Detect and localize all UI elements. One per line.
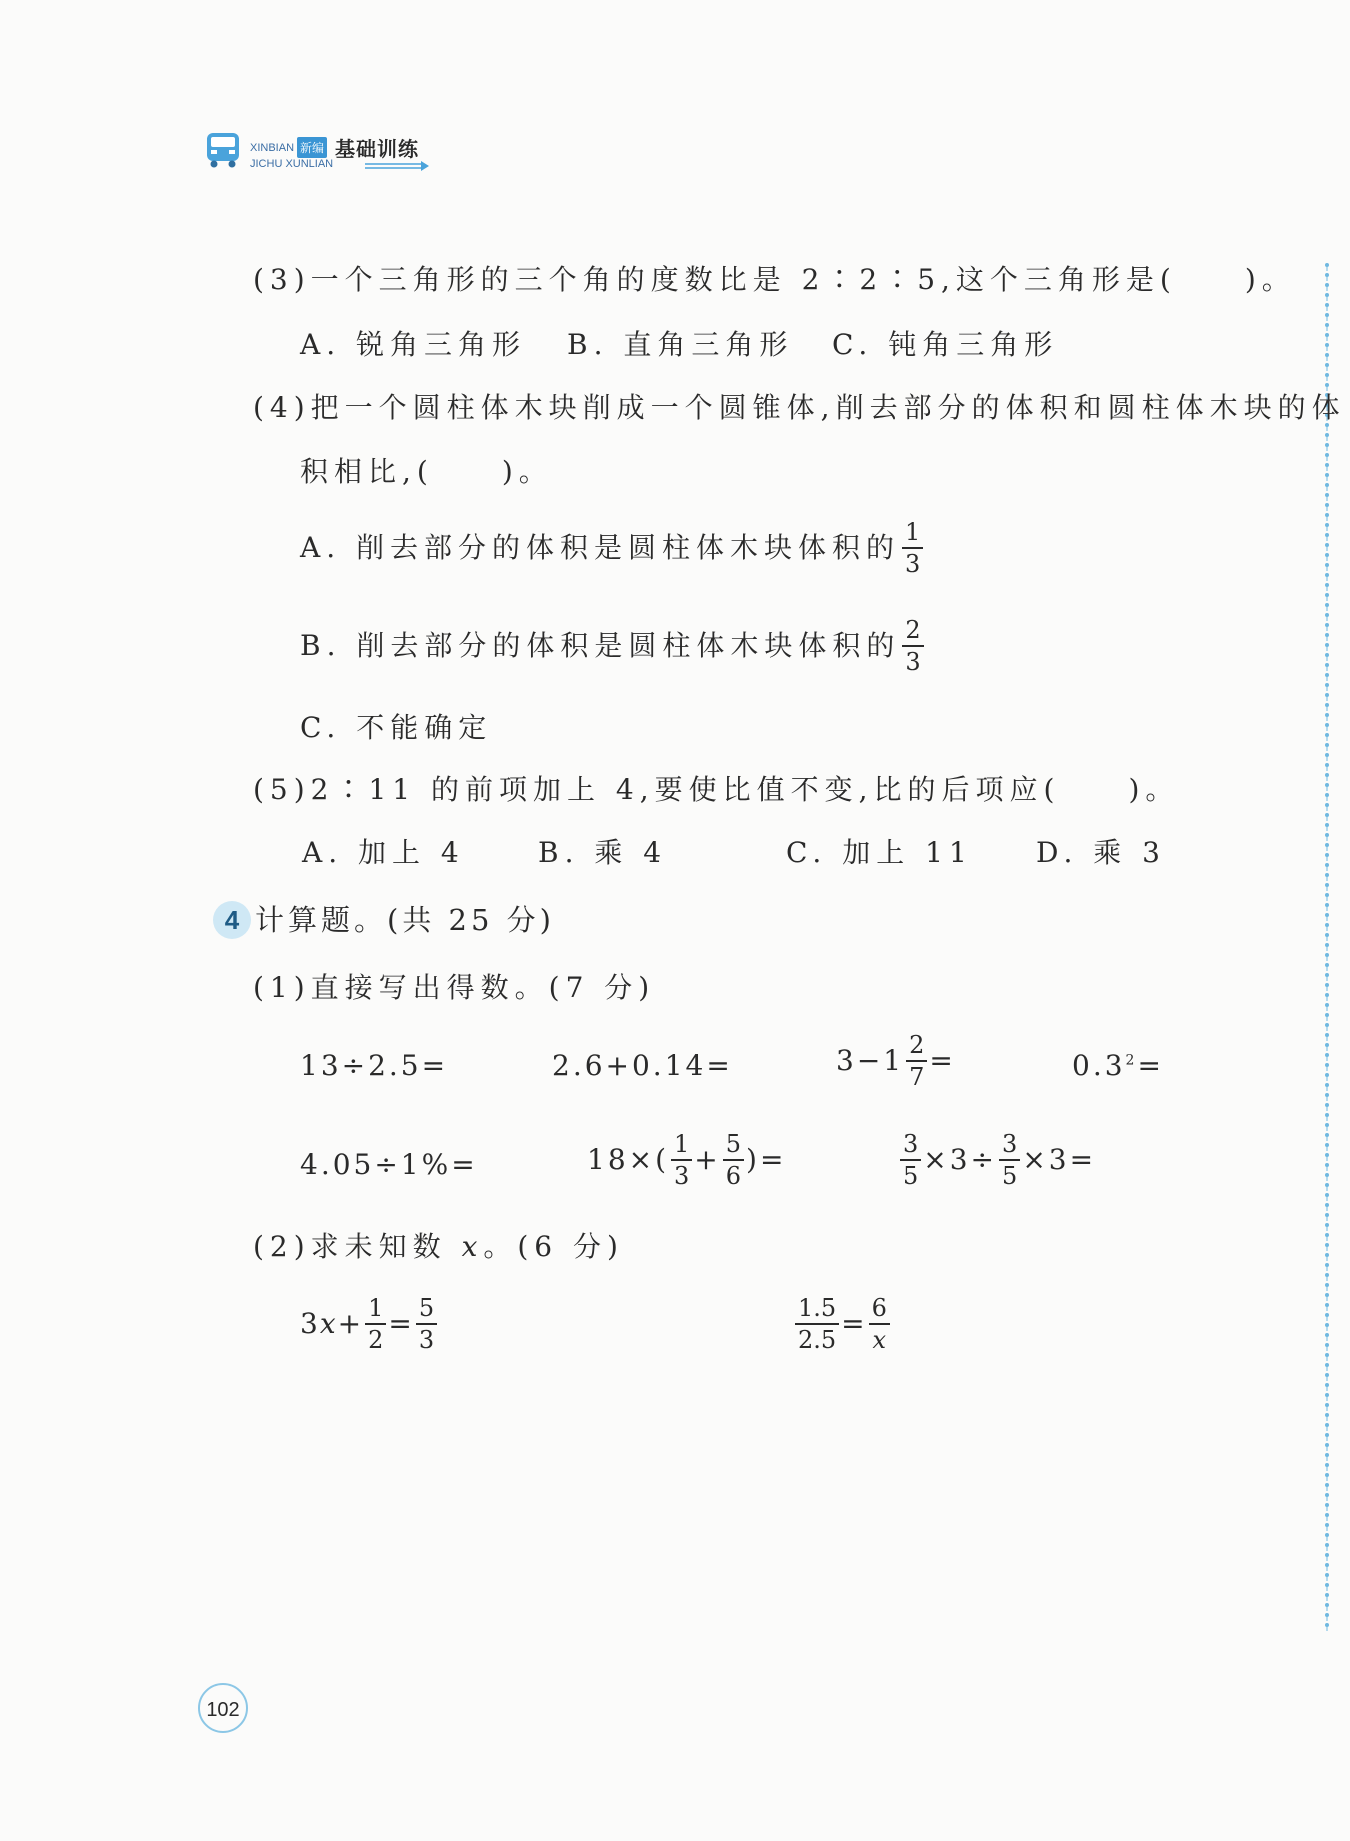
fraction-denominator: x [872, 1326, 887, 1354]
header-pinyin-top: XINBIAN [250, 142, 295, 154]
eq2-equals: = [841, 1307, 867, 1340]
expr-3-pre: 3−1 [836, 1044, 905, 1077]
fraction-two-sevenths [906, 1033, 927, 1089]
q3-stem: (3)一个三角形的三个角的度数比是 2∶2∶5,这个三角形是( )。 [253, 263, 1296, 296]
fraction-five-sixths [723, 1132, 744, 1188]
header-pinyin-bottom: JICHU XUNLIAN [250, 158, 334, 170]
q4-option-a [300, 520, 925, 576]
equation-1 [300, 1296, 439, 1352]
fraction-five-thirds [416, 1296, 437, 1352]
page-number: 102 [198, 1683, 248, 1733]
section-title: 计算题。(共 25 分) [255, 903, 555, 937]
q3-option-b: B. 直角三角形 [567, 328, 794, 361]
part2-title-post: 。(6 分) [483, 1230, 624, 1263]
expr-4-exponent: 2 [1125, 1052, 1138, 1069]
fraction-two-thirds [902, 618, 923, 674]
fraction-numerator: 6 [869, 1296, 890, 1325]
side-dotted-border [1320, 262, 1334, 1632]
fraction-denominator: 3 [674, 1162, 690, 1190]
fraction-numerator: 3 [999, 1132, 1020, 1161]
expr-3 [836, 1033, 956, 1089]
bus-icon [205, 131, 241, 169]
expr-6-post: )= [746, 1143, 787, 1176]
expr-5: 4.05÷1%= [300, 1148, 478, 1181]
section-number-badge: 4 [213, 901, 251, 939]
part2-title [253, 1230, 624, 1263]
part1-title: (1)直接写出得数。(7 分) [253, 971, 656, 1004]
q5-option-b: B. 乘 4 [538, 836, 668, 869]
fraction-ratio-left [795, 1296, 839, 1352]
expr-1: 13÷2.5= [300, 1049, 449, 1082]
eq1-var: x [319, 1307, 338, 1340]
fraction-numerator: 1.5 [795, 1296, 839, 1325]
header-badge: 新编 [297, 137, 327, 158]
expr-7-mid: ×3÷ [923, 1143, 998, 1176]
expr-6-pre: 18×( [587, 1143, 670, 1176]
fraction-numerator: 1 [671, 1132, 692, 1161]
fraction-numerator: 1 [902, 520, 923, 549]
q3-option-c: C. 钝角三角形 [832, 328, 1059, 361]
part2-title-pre: (2)求未知数 [253, 1230, 462, 1263]
expr-2: 2.6+0.14= [552, 1049, 733, 1082]
part2-title-var: x [461, 1230, 484, 1263]
fraction-denominator: 5 [1002, 1162, 1018, 1190]
fraction-numerator: 5 [723, 1132, 744, 1161]
q5-stem: (5)2∶11 的前项加上 4,要使比值不变,比的后项应( )。 [253, 773, 1180, 806]
header-logo [205, 128, 445, 178]
expr-7 [898, 1132, 1096, 1188]
q4-option-b-text: B. 削去部分的体积是圆柱体木块体积的 [300, 629, 901, 662]
fraction-one-third [902, 520, 923, 576]
fraction-numerator: 2 [906, 1033, 927, 1062]
fraction-one-half [365, 1296, 386, 1352]
q4-option-b [300, 618, 926, 674]
fraction-numerator: 1 [365, 1296, 386, 1325]
fraction-one-third [671, 1132, 692, 1188]
expr-6-plus: + [694, 1143, 721, 1176]
expr-4 [1072, 1049, 1164, 1082]
expr-6 [587, 1132, 786, 1188]
fraction-denominator: 5 [903, 1162, 919, 1190]
fraction-three-fifths [999, 1132, 1020, 1188]
fraction-denominator: 7 [909, 1063, 925, 1091]
fraction-denominator: 3 [905, 550, 921, 578]
header-arrow-icon [365, 161, 429, 171]
eq1-plus: + [337, 1307, 364, 1340]
q4-stem-line1: (4)把一个圆柱体木块削成一个圆锥体,削去部分的体积和圆柱体木块的体 [253, 391, 1346, 424]
fraction-three-fifths [900, 1132, 921, 1188]
expr-7-post: ×3= [1022, 1143, 1097, 1176]
eq1-pre: 3 [300, 1307, 320, 1340]
fraction-denominator: 2.5 [798, 1326, 837, 1354]
q4-stem-line2: 积相比,( )。 [300, 455, 553, 488]
equation-2 [793, 1296, 892, 1352]
fraction-denominator: 2 [368, 1326, 384, 1354]
expr-4-base: 0.3 [1072, 1049, 1126, 1082]
fraction-numerator: 3 [900, 1132, 921, 1161]
q4-option-c: C. 不能确定 [300, 711, 493, 744]
q3-option-a: A. 锐角三角形 [300, 328, 527, 361]
fraction-numerator: 5 [416, 1296, 437, 1325]
fraction-ratio-right [869, 1296, 890, 1352]
eq1-equals: = [388, 1307, 414, 1340]
expr-3-post: = [929, 1044, 956, 1077]
expr-4-post: = [1137, 1049, 1164, 1082]
fraction-numerator: 2 [902, 618, 923, 647]
fraction-denominator: 3 [905, 648, 921, 676]
q4-option-a-text: A. 削去部分的体积是圆柱体木块体积的 [300, 531, 901, 564]
q5-option-c: C. 加上 11 [786, 836, 973, 869]
header-title: 基础训练 [335, 139, 419, 161]
fraction-denominator: 6 [725, 1162, 742, 1190]
q5-option-d: D. 乘 3 [1036, 836, 1166, 869]
q5-option-a: A. 加上 4 [302, 836, 465, 869]
fraction-denominator: 3 [418, 1326, 435, 1354]
